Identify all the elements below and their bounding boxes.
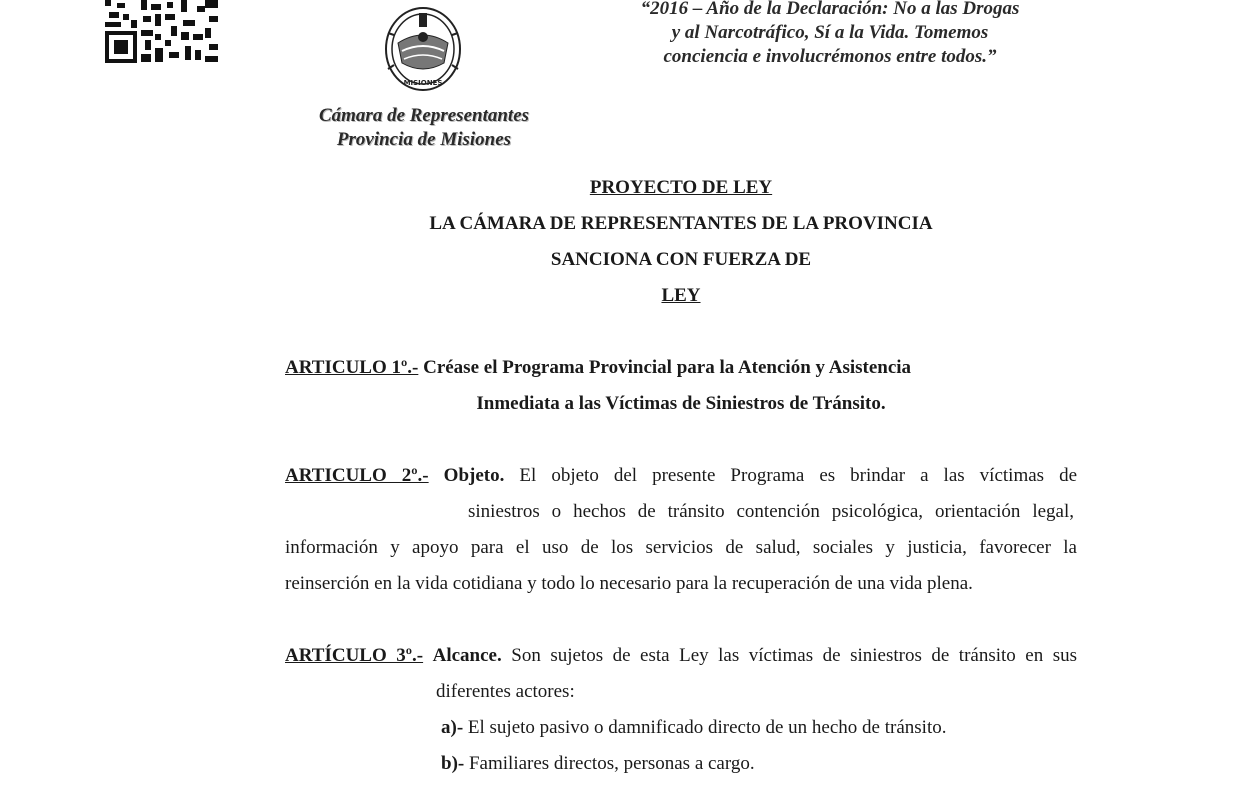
provincial-seal-icon [384, 5, 462, 93]
motto-line: y al Narcotráfico, Sí a la Vida. Tomemos [671, 22, 989, 43]
article-2 [285, 458, 1077, 494]
article-2-text-cont: información y apoyo para el uso de los servicios de salud, sociales y justicia, favorecer la [285, 537, 1077, 558]
article-2-text-cont: siniestros o hechos de tránsito contención psicológica, orientación legal, [468, 501, 1074, 522]
year-motto [600, 0, 1060, 69]
motto-line: “2016 – Año de la Declaración: No a las Drogas [640, 0, 1020, 19]
motto-line: conciencia e involucrémonos entre todos.” [663, 46, 997, 67]
enacting-clause-line: LA CÁMARA DE REPRESENTANTES DE LA PROVINCIA [429, 213, 933, 234]
list-item-text: El sujeto pasivo o damnificado directo de un hecho de tránsito. [467, 717, 947, 738]
enacting-clause-ley: LEY [661, 285, 701, 306]
article-3-heading: Alcance. [432, 645, 502, 666]
article-3-label: ARTÍCULO 3º.- [285, 645, 424, 666]
article-1-text-cont: Inmediata a las Víctimas de Siniestros de Tránsito. [476, 393, 886, 414]
list-item [441, 746, 755, 782]
list-item [441, 710, 946, 746]
list-item-marker: a)- [441, 717, 464, 738]
article-1-text: Créase el Programa Provincial para la Atención y Asistencia [423, 357, 912, 378]
enacting-clause-line: SANCIONA CON FUERZA DE [550, 249, 812, 270]
article-3-text-cont: diferentes actores: [436, 681, 575, 702]
province-name: Provincia de Misiones [336, 129, 512, 150]
list-item-text: Familiares directos, personas a cargo. [468, 753, 755, 774]
article-3 [285, 638, 1077, 674]
document-title: PROYECTO DE LEY [589, 177, 773, 198]
article-3-text: Son sujetos de esta Ley las víctimas de siniestros de tránsito en sus [511, 645, 1078, 666]
article-1 [285, 350, 1077, 386]
seal-text: MISIONES [403, 79, 443, 87]
article-2-text-cont: reinserción en la vida cotidiana y todo lo necesario para la recuperación de una vida plena. [285, 573, 973, 594]
article-2-text: El objeto del presente Programa es brindar a las víctimas de [519, 465, 1078, 486]
chamber-name: Cámara de Representantes [318, 105, 530, 126]
article-2-label: ARTICULO 2º.- [285, 465, 429, 486]
list-item-marker: b)- [441, 753, 465, 774]
article-1-label: ARTICULO 1º.- [285, 357, 419, 378]
qr-code [105, 0, 218, 65]
article-2-heading: Objeto. [443, 465, 505, 486]
